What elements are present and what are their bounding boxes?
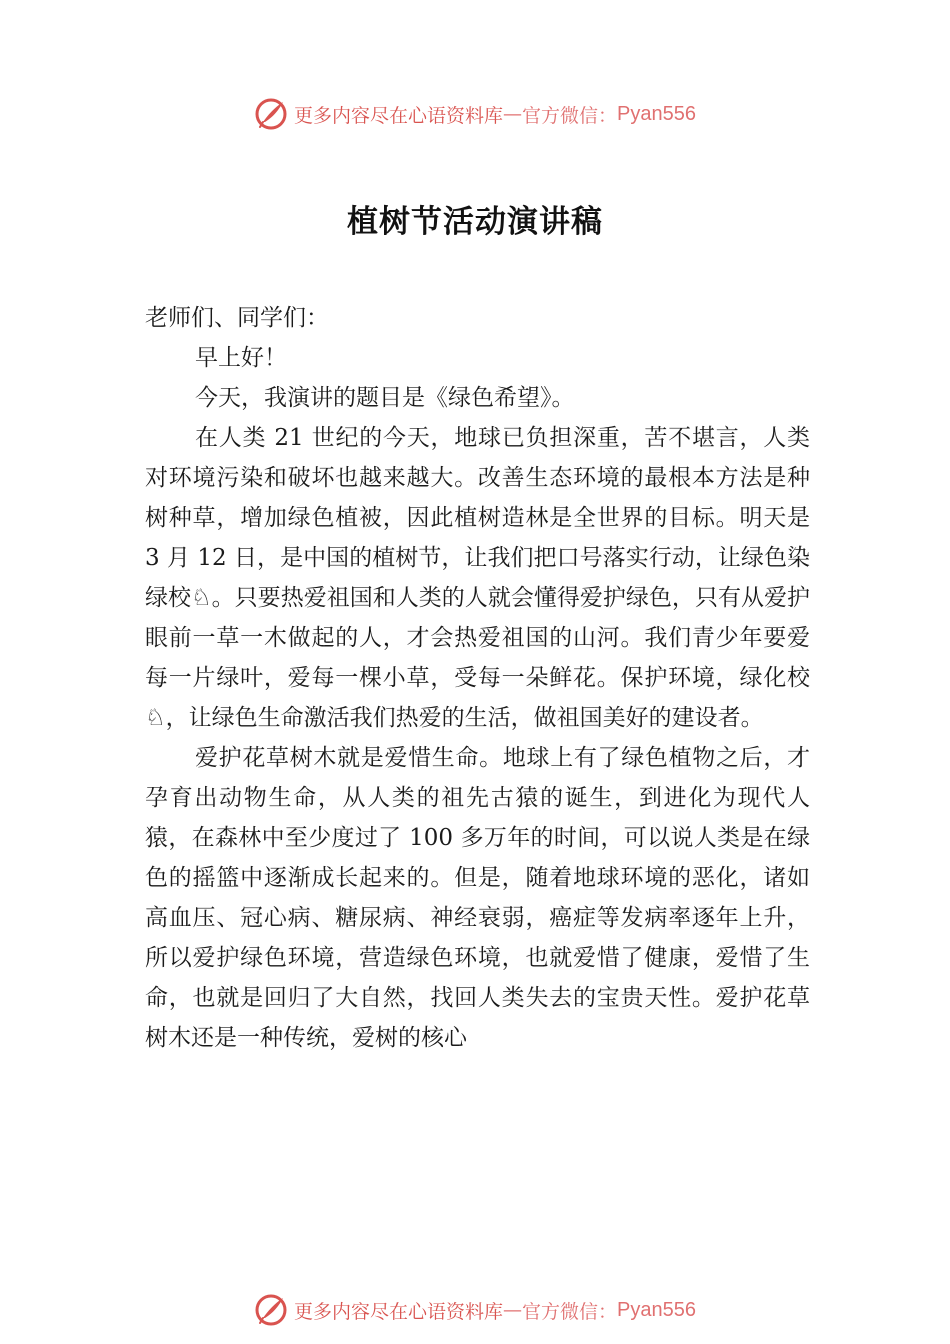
paragraph-body-2: 爱护花草树木就是爱惜生命。地球上有了绿色植物之后，才孕育出动物生命，从人类的祖先古猿的诞生，到进化为现代人猿，在森林中至少度过了 100 多万年的时间，可以说人类是在绿色的摇篮中逐渐成长起来的。但是，随着地球环境的恶化，诸如高血压、冠心病、糖尿病、神经衰弱，癌症等发病率逐年上升，所以爱护绿色环境，营造绿色环境，也就爱惜了健康，爱惜了生命，也就是回归了大自然，找回人类失去的宝贵天性。爱护花草树木还是一种传统，爱树的核心 — [145, 745, 810, 1051]
banner-separator: — — [503, 103, 523, 125]
paragraph-body-1: 在人类 21 世纪的今天，地球已负担深重，苦不堪言，人类对环境污染和破坏也越来越大。改善生态环境的最根本方法是种树种草，增加绿色植被，因此植树造林是全世界的目标。明天是 3 月 12 日，是中国的植树节，让我们把口号落实行动，让绿色染绿校♘。只要热爱祖国和人类的人就会懂得爱护绿色，只有从爱护眼前一草一木做起的人，才会热爱祖国的山河。我们青少年要爱每一片绿叶，爱每一棵小草，受每一朵鲜花。保护环境，绿化校♘，让绿色生命激活我们热爱的生活，做祖国美好的建设者。 — [145, 425, 810, 731]
quill-pen-icon — [254, 97, 288, 131]
footer-banner — [0, 1290, 950, 1330]
salutation: 老师们、同学们： — [145, 305, 329, 331]
document-title: 植树节活动演讲稿 — [347, 204, 603, 240]
banner-wechat-label: 官方微信： — [522, 1300, 618, 1323]
banner-main-text: 更多内容尽在心语资料库 — [294, 104, 504, 127]
paragraph-greeting: 早上好！ — [195, 345, 287, 371]
banner-separator: — — [503, 1299, 523, 1321]
paragraph-topic: 今天，我演讲的题目是《绿色希望》。 — [195, 385, 575, 411]
banner-wechat-label: 官方微信： — [522, 104, 618, 127]
header-banner — [0, 94, 950, 134]
banner-wechat-id: Pyan556 — [617, 102, 696, 125]
document-body — [145, 298, 810, 1058]
quill-pen-icon — [254, 1293, 288, 1327]
banner-wechat-id: Pyan556 — [617, 1298, 696, 1321]
banner-main-text: 更多内容尽在心语资料库 — [294, 1300, 504, 1323]
